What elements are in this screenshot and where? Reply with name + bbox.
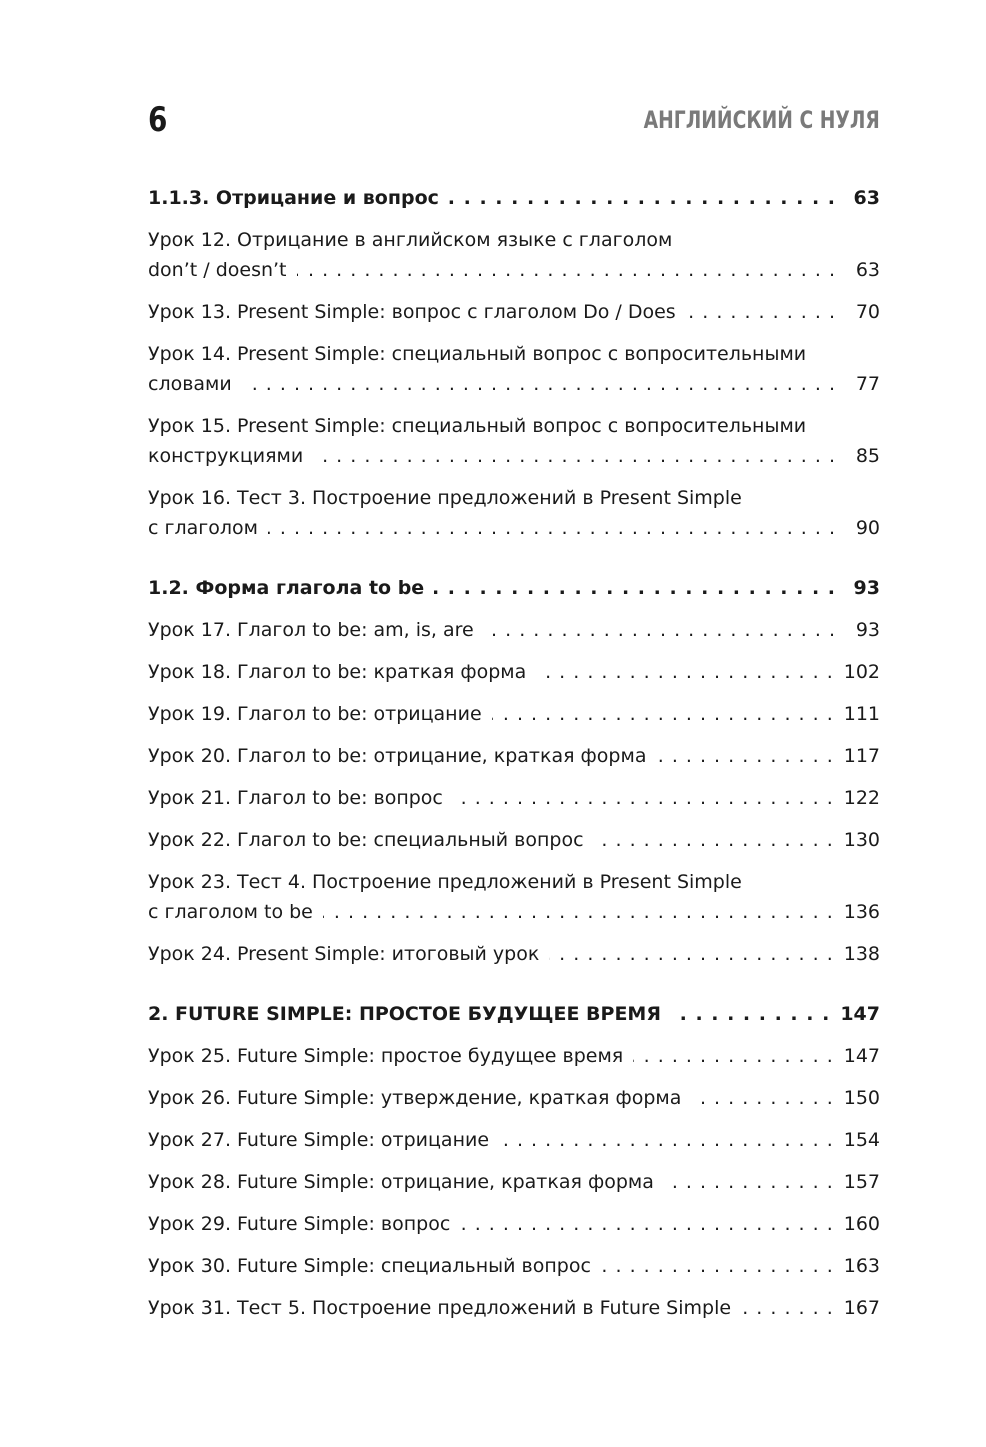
toc-entry-row [148, 183, 880, 213]
dot-leader [242, 369, 836, 399]
toc-entry[interactable] [148, 339, 880, 399]
dot-leader [741, 1293, 834, 1323]
toc-page-number: 150 [843, 1087, 880, 1109]
dot-leader [686, 297, 836, 327]
toc-entry[interactable] [148, 615, 880, 645]
toc-entry-title: словами [148, 373, 232, 395]
dot-leader [691, 1083, 833, 1113]
dot-leader [499, 1125, 834, 1155]
toc-page-number: 154 [843, 1129, 880, 1151]
toc-page-number: 163 [843, 1255, 880, 1277]
toc-entry-row [148, 825, 880, 855]
toc-entry[interactable] [148, 1167, 880, 1197]
toc-entry[interactable] [148, 939, 880, 969]
toc-entry-title: Урок 18. Глагол to be: краткая форма [148, 661, 527, 683]
dot-leader [449, 183, 836, 213]
toc-entry[interactable] [148, 1293, 880, 1323]
dot-leader [484, 615, 836, 645]
toc-entry-title: Урок 26. Future Simple: утверждение, краткая форма [148, 1087, 682, 1109]
toc-entry-title: Урок 29. Future Simple: вопрос [148, 1213, 451, 1235]
toc-entry-row [148, 1209, 880, 1239]
toc-entry-title: Урок 28. Future Simple: отрицание, краткая форма [148, 1171, 654, 1193]
toc-entry[interactable] [148, 297, 880, 327]
toc-entry[interactable] [148, 783, 880, 813]
toc-entry-title: Урок 19. Глагол to be: отрицание [148, 703, 482, 725]
dot-leader [492, 699, 834, 729]
toc-page-number: 138 [843, 943, 880, 965]
dot-leader [434, 573, 836, 603]
toc-entry-title: с глаголом to be [148, 901, 313, 923]
toc-page-number: 93 [855, 619, 880, 641]
toc-entry-row [148, 1125, 880, 1155]
toc-entry-title: Урок 20. Глагол to be: отрицание, краткая форма [148, 745, 647, 767]
toc-entry-title-line: Урок 23. Тест 4. Построение предложений в Present Simple [148, 871, 742, 893]
toc-page-number: 117 [843, 745, 880, 767]
toc-entry[interactable] [148, 1083, 880, 1113]
dot-leader [460, 1209, 833, 1239]
dot-leader [594, 825, 834, 855]
toc-page-number: 63 [853, 187, 880, 209]
toc-entry-title: don’t / doesn’t [148, 259, 287, 281]
toc-entry-row [148, 897, 880, 927]
toc-entry[interactable] [148, 1041, 880, 1071]
dot-leader [453, 783, 834, 813]
toc-page-number: 147 [840, 1003, 880, 1025]
toc-entry[interactable] [148, 657, 880, 687]
toc-entry[interactable] [148, 483, 880, 543]
toc-entry-row [148, 255, 880, 285]
toc-entry-row [148, 297, 880, 327]
toc-entry-title: конструкциями [148, 445, 304, 467]
toc-entry-row [148, 939, 880, 969]
toc-entry-row [148, 741, 880, 771]
toc-entry-title: 1.2. Форма глагола to be [148, 577, 425, 599]
dot-leader [549, 939, 833, 969]
table-of-contents [148, 183, 880, 1335]
toc-entry[interactable] [148, 1125, 880, 1155]
toc-entry-title: Урок 25. Future Simple: простое будущее время [148, 1045, 624, 1067]
toc-entry-title: с глаголом [148, 517, 258, 539]
dot-leader [601, 1251, 834, 1281]
dot-leader [268, 513, 836, 543]
page-number: 6 [148, 100, 167, 140]
toc-section[interactable] [148, 573, 880, 603]
toc-entry[interactable] [148, 411, 880, 471]
toc-page-number: 160 [843, 1213, 880, 1235]
toc-entry-title-line: Урок 12. Отрицание в английском языке с глаголом [148, 229, 673, 251]
toc-section[interactable] [148, 183, 880, 213]
toc-entry-title: Урок 13. Present Simple: вопрос с глаголом Do / Does [148, 301, 676, 323]
toc-entry-title: Урок 31. Тест 5. Построение предложений в Future Simple [148, 1297, 732, 1319]
toc-page-number: 130 [843, 829, 880, 851]
toc-page-number: 147 [843, 1045, 880, 1067]
toc-page-number: 93 [853, 577, 880, 599]
toc-page-number: 102 [843, 661, 880, 683]
toc-section[interactable] [148, 999, 880, 1029]
toc-entry-row [148, 1293, 880, 1323]
toc-entry-row [148, 1041, 880, 1071]
dot-leader [671, 999, 830, 1029]
toc-entry-row [148, 369, 880, 399]
toc-entry-row [148, 615, 880, 645]
toc-entry-title: Урок 21. Глагол to be: вопрос [148, 787, 443, 809]
toc-entry-row [148, 1251, 880, 1281]
toc-entry[interactable] [148, 225, 880, 285]
dot-leader [536, 657, 833, 687]
dot-leader [656, 741, 833, 771]
toc-entry-row [148, 657, 880, 687]
toc-entry-title: Урок 27. Future Simple: отрицание [148, 1129, 490, 1151]
toc-entry-row [148, 1083, 880, 1113]
toc-entry[interactable] [148, 699, 880, 729]
toc-page-number: 157 [843, 1171, 880, 1193]
toc-page-number: 90 [855, 517, 880, 539]
toc-page-number: 77 [855, 373, 880, 395]
toc-page-number: 111 [843, 703, 880, 725]
dot-leader [297, 255, 836, 285]
toc-page-number: 85 [855, 445, 880, 467]
toc-entry-row [148, 441, 880, 471]
toc-entry[interactable] [148, 1209, 880, 1239]
toc-page-number: 70 [855, 301, 880, 323]
toc-entry-row [148, 783, 880, 813]
toc-entry-title: Урок 24. Present Simple: итоговый урок [148, 943, 540, 965]
toc-entry[interactable] [148, 867, 880, 927]
dot-leader [633, 1041, 833, 1071]
toc-page-number: 63 [855, 259, 880, 281]
toc-page-number: 136 [843, 901, 880, 923]
dot-leader [313, 441, 836, 471]
dot-leader [323, 897, 834, 927]
toc-entry-row [148, 1167, 880, 1197]
toc-entry[interactable] [148, 825, 880, 855]
dot-leader [664, 1167, 834, 1197]
toc-entry-title-line: Урок 15. Present Simple: специальный вопрос с вопросительными [148, 415, 807, 437]
toc-entry-title-line: Урок 16. Тест 3. Построение предложений в Present Simple [148, 487, 742, 509]
toc-entry-row [148, 699, 880, 729]
toc-entry-row [148, 573, 880, 603]
toc-entry[interactable] [148, 1251, 880, 1281]
toc-entry-row [148, 999, 880, 1029]
toc-entry-title-line: Урок 14. Present Simple: специальный вопрос с вопросительными [148, 343, 807, 365]
toc-entry-title: Урок 22. Глагол to be: специальный вопрос [148, 829, 584, 851]
toc-page-number: 122 [843, 787, 880, 809]
toc-entry-title: Урок 17. Глагол to be: am, is, are [148, 619, 474, 641]
toc-entry-title: 1.1.3. Отрицание и вопрос [148, 187, 439, 209]
toc-entry[interactable] [148, 741, 880, 771]
running-title: АНГЛИЙСКИЙ С НУЛЯ [643, 106, 880, 134]
toc-entry-title: 2. FUTURE SIMPLE: ПРОСТОЕ БУДУЩЕЕ ВРЕМЯ [148, 1003, 661, 1025]
toc-entry-title: Урок 30. Future Simple: специальный вопрос [148, 1255, 591, 1277]
toc-entry-row [148, 513, 880, 543]
toc-page-number: 167 [843, 1297, 880, 1319]
